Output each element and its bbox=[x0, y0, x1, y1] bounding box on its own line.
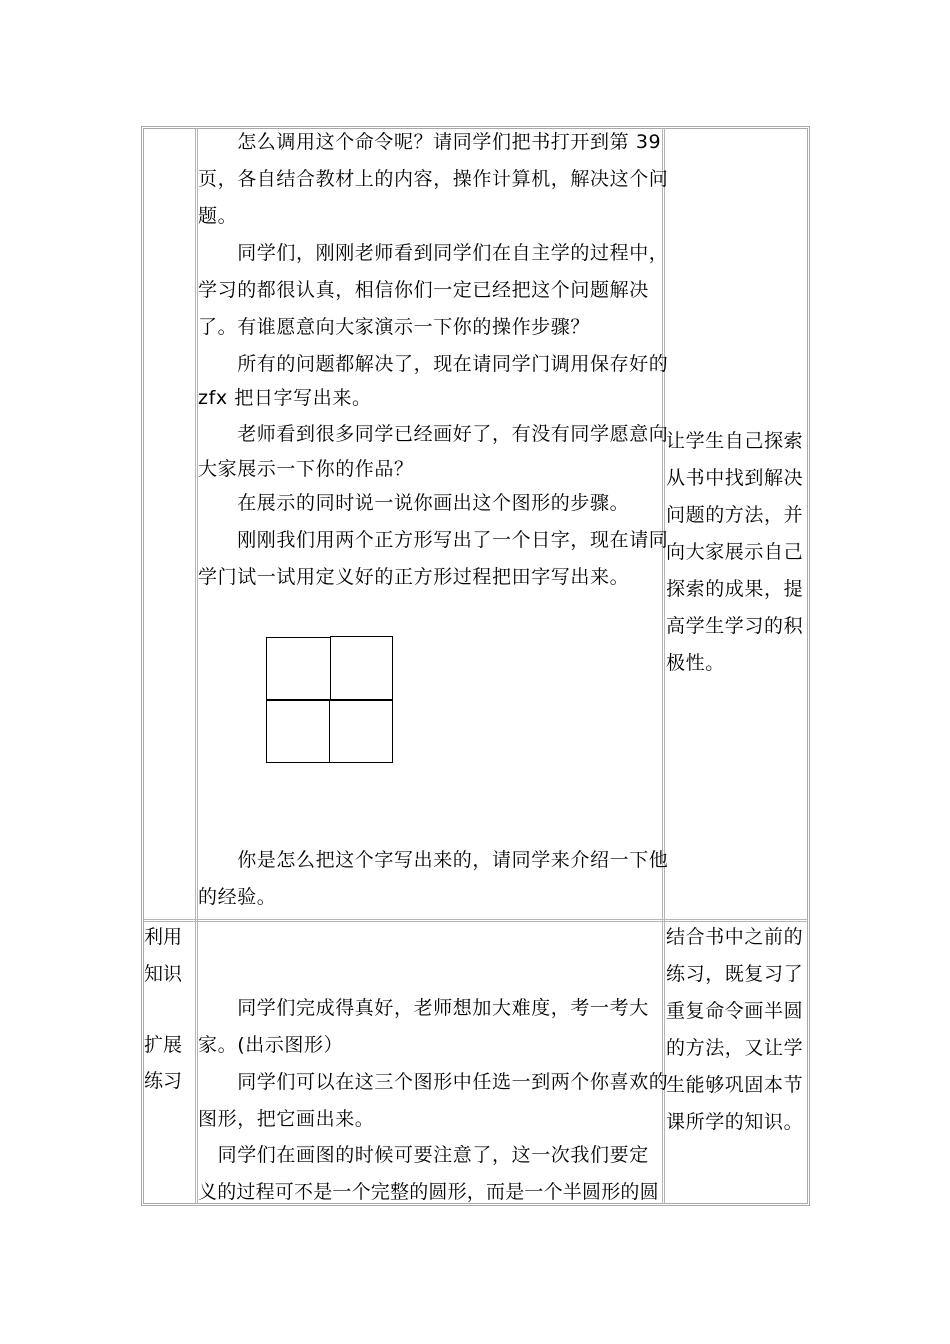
note-line: 极性。 bbox=[666, 652, 725, 674]
text-line: 怎么调用这个命令呢？请同学们把书打开到第 39 bbox=[198, 131, 662, 153]
text-line: 义的过程可不是一个完整的圆形，而是一个半圆形的圆 bbox=[198, 1181, 659, 1203]
note-line: 从书中找到解决 bbox=[666, 467, 804, 489]
note-line: 课所学的知识。 bbox=[666, 1111, 804, 1133]
note-line: 让学生自己探索 bbox=[666, 430, 804, 452]
text-line: 所有的问题都解决了，现在请同学门调用保存好的 bbox=[198, 353, 669, 375]
text-line: 刚刚我们用两个正方形写出了一个日字，现在请同 bbox=[198, 529, 669, 551]
column-divider-2 bbox=[662, 128, 665, 1204]
note-line: 练习，既复习了 bbox=[666, 963, 804, 985]
text-line: 大家展示一下你的作品？ bbox=[198, 458, 414, 480]
square-bottom-right bbox=[329, 700, 393, 763]
text-line: 页，各自结合教材上的内容，操作计算机，解决这个问 bbox=[198, 168, 669, 190]
note-line: 高学生学习的积 bbox=[666, 615, 804, 637]
text-line: 你是怎么把这个字写出来的，请同学来介绍一下他 bbox=[198, 849, 669, 871]
square-top-right bbox=[330, 636, 393, 700]
text-line: 学习的都很认真，相信你们一定已经把这个问题解决 bbox=[198, 279, 649, 301]
text-line: 同学们在画图的时候可要注意了，这一次我们要定 bbox=[198, 1144, 649, 1166]
label-line: 练习 bbox=[144, 1070, 183, 1092]
note-line: 问题的方法，并 bbox=[666, 504, 804, 526]
text-line: 同学们完成得真好，老师想加大难度，考一考大 bbox=[198, 997, 649, 1019]
note-line: 的方法，又让学 bbox=[666, 1037, 804, 1059]
text-line: 在展示的同时说一说你画出这个图形的步骤。 bbox=[198, 492, 630, 514]
text-line: 同学们可以在这三个图形中任选一到两个你喜欢的 bbox=[198, 1071, 669, 1093]
text-line: 图形，把它画出来。 bbox=[198, 1108, 375, 1130]
text-line: 学门试一试用定义好的正方形过程把田字写出来。 bbox=[198, 566, 630, 588]
label-line: 知识 bbox=[144, 963, 183, 985]
note-line: 探索的成果，提 bbox=[666, 578, 804, 600]
square-top-left bbox=[266, 637, 331, 700]
note-line: 结合书中之前的 bbox=[666, 926, 804, 948]
note-line: 生能够巩固本节 bbox=[666, 1074, 804, 1096]
square-bottom-left bbox=[266, 700, 330, 763]
text-line: zfx 把日字写出来。 bbox=[198, 387, 372, 409]
text-line: 的经验。 bbox=[198, 886, 277, 908]
text-line: 题。 bbox=[198, 205, 238, 227]
text-line: 了。有谁愿意向大家演示一下你的操作步骤？ bbox=[198, 316, 591, 338]
text-line: 老师看到很多同学已经画好了，有没有同学愿意向 bbox=[198, 423, 669, 445]
note-line: 重复命令画半圆 bbox=[666, 1000, 804, 1022]
note-line: 向大家展示自己 bbox=[666, 541, 804, 563]
text-line: 家。(出示图形） bbox=[198, 1034, 344, 1056]
text-line: 同学们，刚刚老师看到同学们在自主学的过程中， bbox=[198, 242, 669, 264]
label-line: 扩展 bbox=[144, 1034, 183, 1056]
label-line: 利用 bbox=[144, 926, 183, 948]
